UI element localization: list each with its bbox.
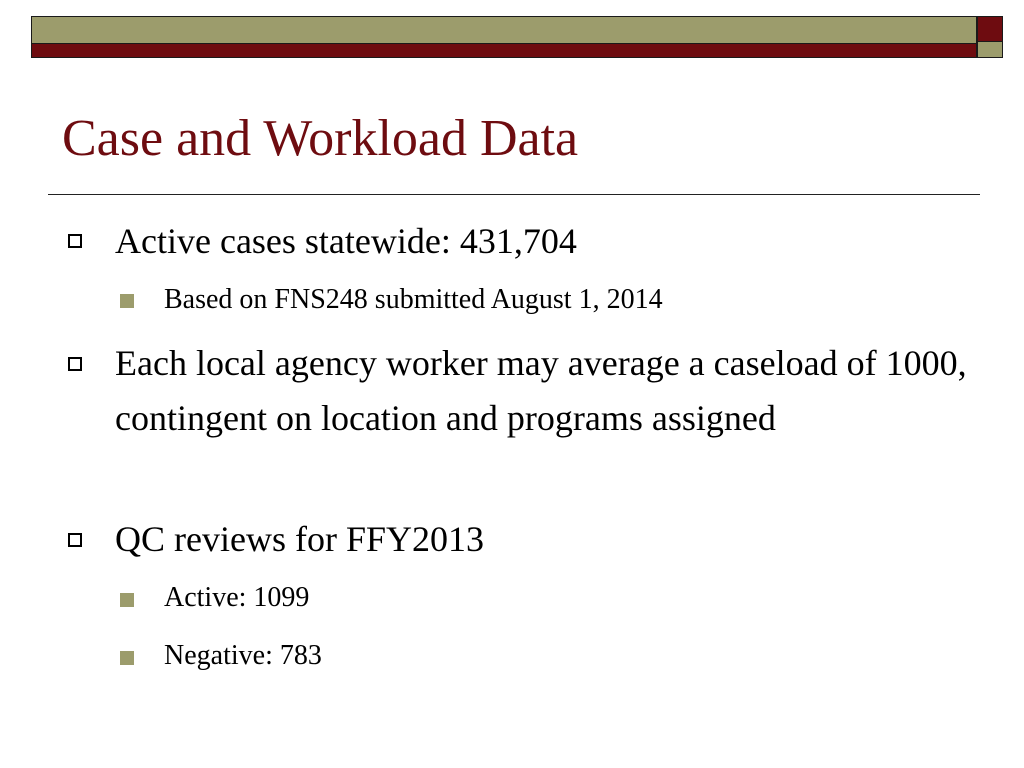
bullet-item-1: Active cases statewide: 431,704 — [115, 221, 577, 261]
sub-bullet-1-1: Based on FNS248 submitted August 1, 2014 — [164, 284, 663, 315]
sub-bullet-3-1: Active: 1099 — [164, 582, 310, 613]
filled-square-icon — [120, 651, 134, 665]
hollow-square-icon — [68, 357, 82, 371]
filled-square-icon — [120, 294, 134, 308]
bullet-item-3: QC reviews for FFY2013 — [115, 519, 484, 559]
sub-bullet-3-2: Negative: 783 — [164, 640, 322, 671]
slide-title: Case and Workload Data — [62, 110, 579, 167]
hollow-square-icon — [68, 234, 82, 248]
hollow-square-icon — [68, 533, 82, 547]
bullet-item-2: Each local agency worker may average a caseload of 1000, contingent on location and programs assigned — [115, 343, 967, 438]
filled-square-icon — [120, 593, 134, 607]
